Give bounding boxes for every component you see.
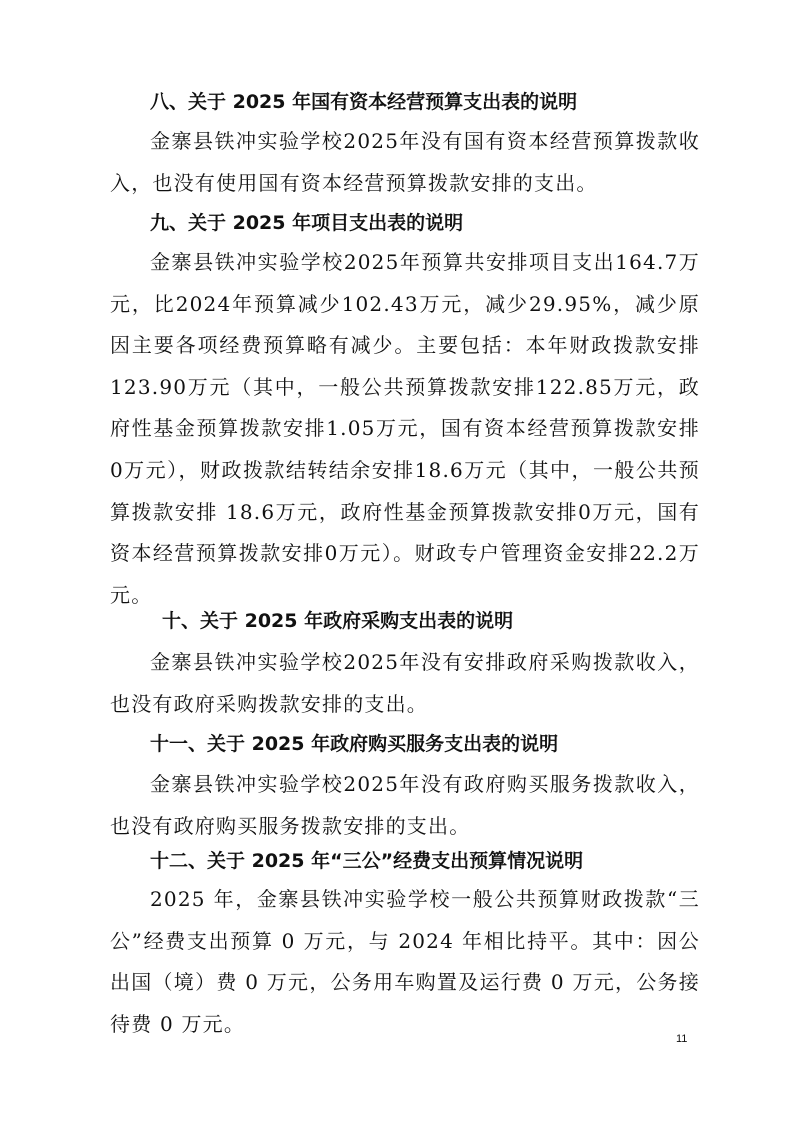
section-heading-9: 九、关于 2025 年项目支出表的说明 [150,212,464,234]
section-body-12: 2025 年，金寨县铁冲实验学校一般公共预算财政拨款“三公”经费支出预算 0 万元，与 2024 年相比持平。其中：因公出国（境）费 0 万元，公务用车购置及运行费 0 万元，公务接待费 0 万元。 [110,887,700,1036]
section-body-11: 金寨县铁冲实验学校2025年没有政府购买服务拨款收入，也没有政府购买服务拨款安排的支出。 [110,772,700,838]
section-body-10: 金寨县铁冲实验学校2025年没有安排政府采购拨款收入，也没有政府采购拨款安排的支出。 [110,650,700,716]
section-body-9: 金寨县铁冲实验学校2025年预算共安排项目支出164.7万元，比2024年预算减少102.43万元，减少29.95%，减少原因主要各项经费预算略有减少。主要包括：本年财政拨款安排123.90万元（其中，一般公共预算拨款安排122.85万元，政府性基金预算拨款安排1.05万元，国有资本经营预算拨款安排0万元），财政拨款结转结余安排18.6万元（其中，一般公共预算拨款安排 18.6万元，政府性基金预算拨款安排0万元，国有资本经营预算拨款安排0万元）。财政专户管理资金安排22.2万元。 [110,250,700,607]
section-heading-12: 十二、关于 2025 年“三公”经费支出预算情况说明 [150,850,584,872]
section-heading-11: 十一、关于 2025 年政府购买服务支出表的说明 [150,733,559,755]
section-heading-8: 八、关于 2025 年国有资本经营预算支出表的说明 [150,91,578,113]
section-body-8: 金寨县铁冲实验学校2025年没有国有资本经营预算拨款收入，也没有使用国有资本经营预算拨款安排的支出。 [110,129,700,195]
section-heading-10: 十、关于 2025 年政府采购支出表的说明 [162,610,514,632]
page-number: 11 [676,1033,688,1045]
